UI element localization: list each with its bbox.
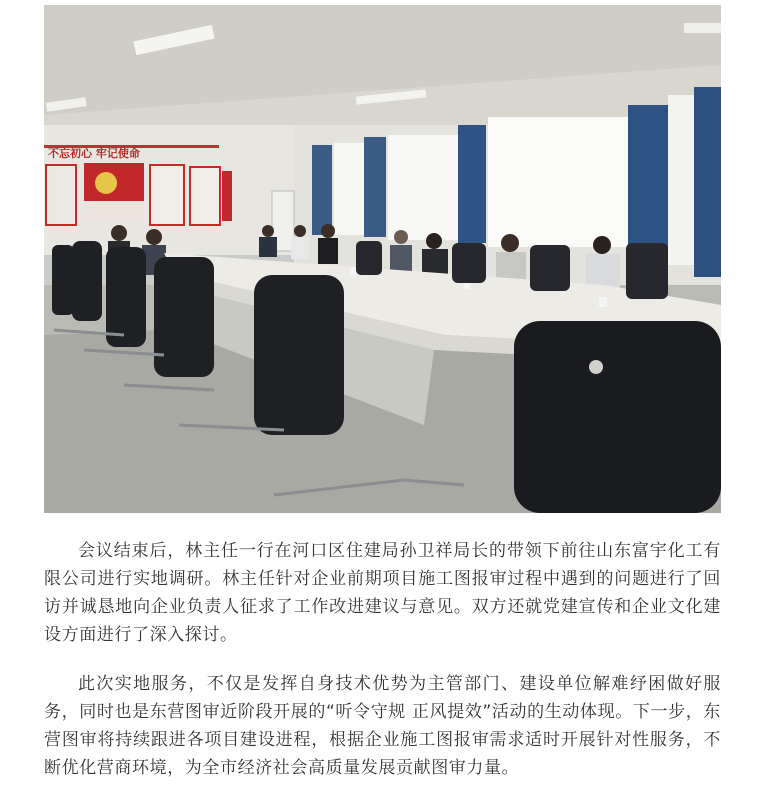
wall-banner: 不忘初心 牢记使命 [48,147,140,160]
article-paragraph-2: 此次实地服务，不仅是发挥自身技术优势为主管部门、建设单位解难纾困做好服务，同时也是东营图审近阶段开展的“听令守规 正风提效”活动的生动体现。下一步，东营图审将持续跟进各项目建设进程，根据企业施工图报审需求适时开展针对性服务，不断优化营商环境，为全市经济社会高质量发展贡献图审力量。 [44,674,721,778]
article-paragraph-1: 会议结束后，林主任一行在河口区住建局孙卫祥局长的带领下前往山东富宇化工有限公司进行实地调研。林主任针对企业前期项目施工图报审过程中遇到的问题进行了回访并诚恳地向企业负责人征求了工作改进建议与意见。双方还就党建宣传和企业文化建设方面进行了深入探讨。 [44,541,721,645]
meeting-photo [44,5,721,513]
